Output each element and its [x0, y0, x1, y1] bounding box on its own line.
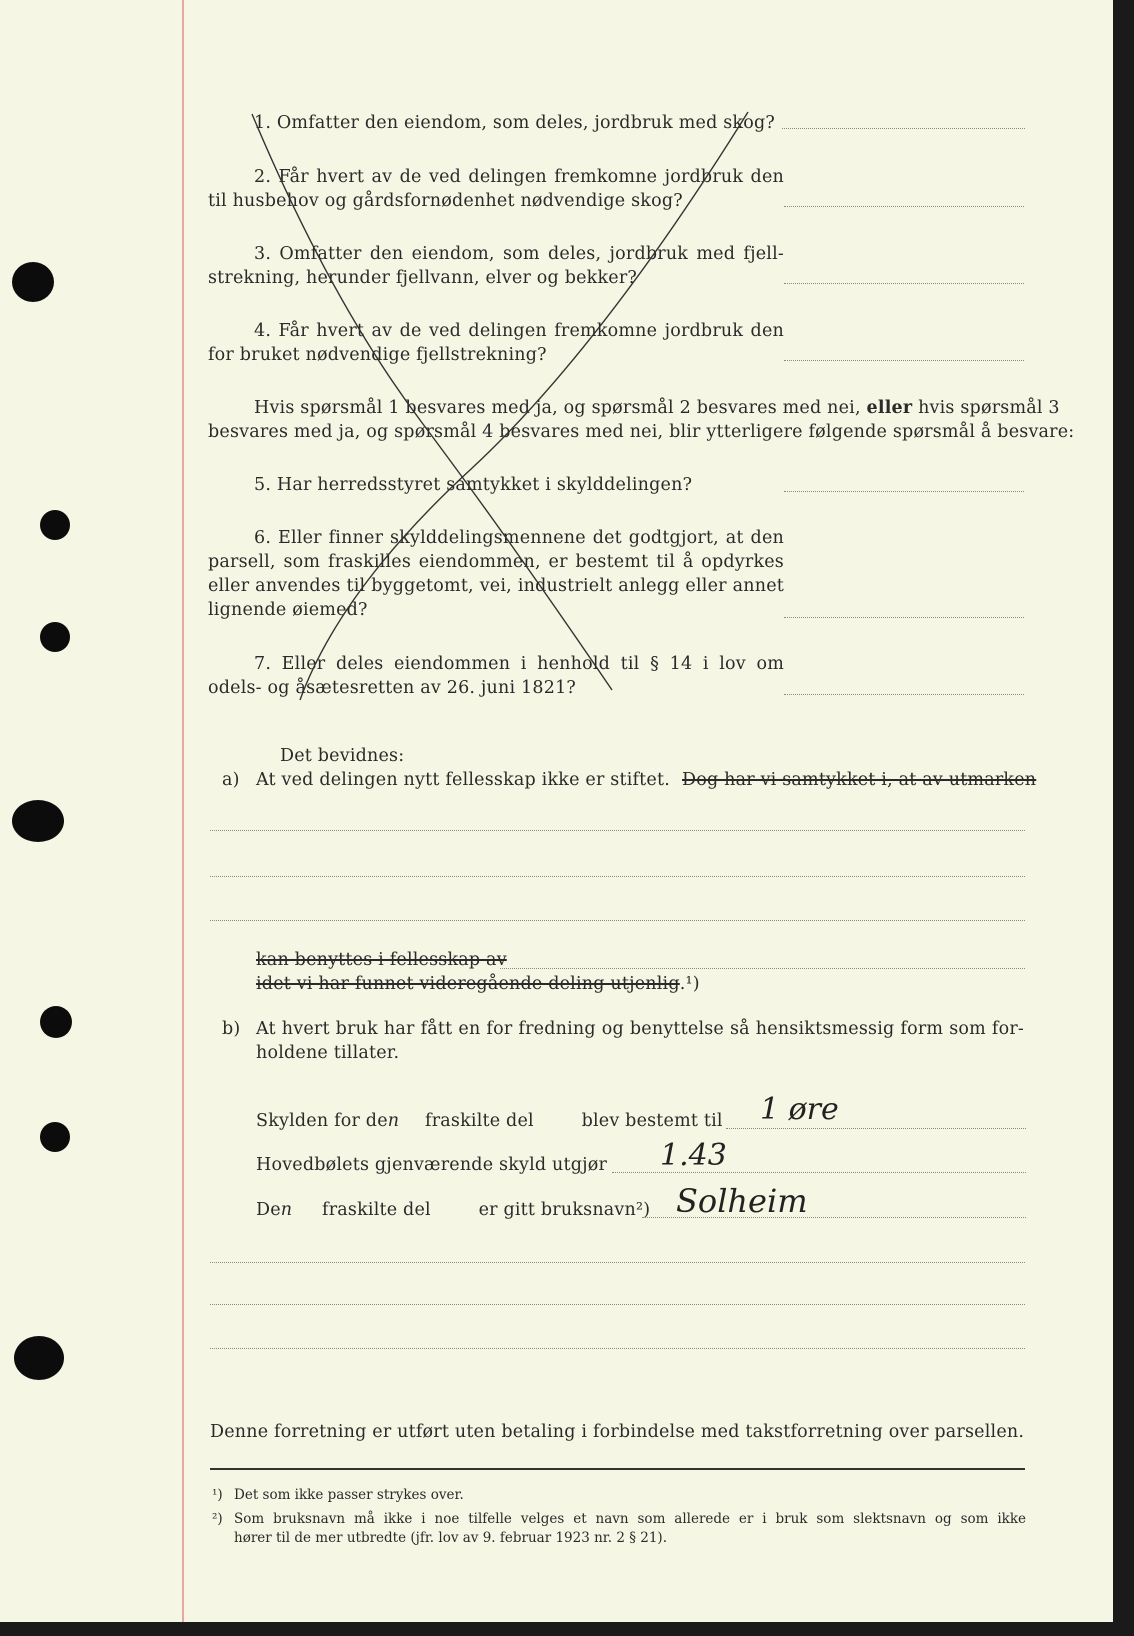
condition-text-a: Hvis spørsmål 1 besvares med ja, og spørsmål 2 besvares med nei,	[254, 398, 861, 418]
question-2-line-1: 2. Får hvert av de ved delingen fremkomne jordbruk den	[254, 167, 784, 187]
closing-statement: Denne forretning er utført uten betaling i forbindelse med takstforretning over parsellen.	[210, 1422, 1025, 1442]
condition-line-1	[254, 398, 1060, 418]
question-1: 1. Omfatter den eiendom, som deles, jordbruk med skog?	[254, 113, 775, 133]
answer-line-2	[784, 206, 1024, 207]
hovedbol-value-handwritten: 1.43	[660, 1138, 727, 1173]
punch-hole-5	[40, 1006, 72, 1038]
blank-line-3	[210, 920, 1025, 921]
question-5: 5. Har herredsstyret samtykket i skylddelingen?	[254, 475, 693, 495]
skyld-value-handwritten: 1 øre	[760, 1092, 839, 1127]
blank-line-6	[210, 1304, 1025, 1305]
struck-line-2-text: idet vi har funnet videregående deling utjenlig	[256, 974, 680, 994]
answer-line-1	[782, 128, 1025, 129]
skyld-label-c: blev bestemt til	[581, 1111, 723, 1131]
question-3-line-2: strekning, herunder fjellvann, elver og bekker?	[208, 268, 637, 288]
blank-line-2	[210, 876, 1025, 877]
footnote-1: Det som ikke passer strykes over.	[234, 1487, 464, 1503]
question-6-line-4: lignende øiemed?	[208, 600, 368, 620]
punch-hole-6	[40, 1122, 70, 1152]
skyld-line	[726, 1128, 1026, 1129]
answer-line-7	[784, 694, 1024, 695]
footnote-1-mark: ¹)	[212, 1487, 223, 1503]
condition-line-2: besvares med ja, og spørsmål 4 besvares med nei, blir ytterligere følgende spørsmål å besvare:	[208, 422, 1075, 442]
punch-hole-1	[12, 262, 54, 302]
blank-line-4	[500, 968, 1025, 969]
blank-line-7	[210, 1348, 1025, 1349]
attestation-heading: Det bevidnes:	[280, 746, 405, 766]
question-4-line-2: for bruket nødvendige fjellstrekning?	[208, 345, 547, 365]
punch-hole-4	[12, 800, 64, 842]
footnote-2-line-2: hører til de mer utbredte (jfr. lov av 9. februar 1923 nr. 2 § 21).	[234, 1530, 667, 1546]
struck-line-2	[256, 974, 700, 994]
hovedbol-label: Hovedbølets gjenværende skyld utgjør	[256, 1155, 608, 1175]
footnote-2-mark: ²)	[212, 1511, 223, 1527]
question-2-line-2: til husbehov og gårdsfornødenhet nødvendige skog?	[208, 191, 683, 211]
item-b-label: b)	[222, 1019, 241, 1039]
blank-line-1	[210, 830, 1025, 831]
margin-rule	[182, 0, 184, 1622]
item-a-struck-text: Dog har vi samtykket i, at av utmarken	[682, 770, 1037, 790]
item-b-line-2: holdene tillater.	[256, 1043, 400, 1063]
answer-line-5	[784, 491, 1024, 492]
blank-line-5	[210, 1262, 1025, 1263]
item-b-line-1: At hvert bruk har fått en for fredning og benyttelse så hensiktsmessig form som for-	[256, 1019, 1024, 1039]
struck-line-2-tail: .¹)	[679, 974, 700, 994]
struck-line-1: kan benyttes i fellesskap av	[256, 950, 507, 970]
item-a-text: At ved delingen nytt fellesskap ikke er stiftet.	[256, 770, 670, 790]
question-7-line-1: 7. Eller deles eiendommen i henhold til § 14 i lov om	[254, 654, 784, 674]
footnote-2-line-1: Som bruksnavn må ikke i noe tilfelle velges et navn som allerede er i bruk som slektsnavn og som ikke	[234, 1511, 1026, 1527]
punch-hole-2	[40, 510, 70, 540]
skyld-label	[256, 1111, 723, 1131]
answer-line-4	[784, 360, 1024, 361]
bruksnavn-label-b: fraskilte del	[322, 1200, 431, 1220]
skyld-label-a: Skylden for de	[256, 1111, 388, 1131]
bruksnavn-label	[256, 1200, 650, 1220]
bruksnavn-label-a: De	[256, 1200, 281, 1220]
bruksnavn-value-handwritten: Solheim	[676, 1182, 808, 1220]
bruksnavn-label-c: er gitt bruksnavn²)	[478, 1200, 651, 1220]
punch-hole-7	[14, 1336, 64, 1380]
condition-text-c: hvis spørsmål 3	[918, 398, 1060, 418]
bruksnavn-label-handwritten: n	[280, 1200, 293, 1220]
question-6-line-2: parsell, som fraskilles eiendommen, er bestemt til å opdyrkes	[208, 552, 784, 572]
answer-line-6	[784, 617, 1024, 618]
footnote-rule	[210, 1468, 1025, 1470]
item-a-label: a)	[222, 770, 240, 790]
question-4-line-1: 4. Får hvert av de ved delingen fremkomne jordbruk den	[254, 321, 784, 341]
question-6-line-1: 6. Eller finner skylddelingsmennene det godtgjort, at den	[254, 528, 784, 548]
skyld-label-handwritten: n	[387, 1111, 400, 1131]
question-7-line-2: odels- og åsætesretten av 26. juni 1821?	[208, 678, 576, 698]
question-6-line-3: eller anvendes til byggetomt, vei, industrielt anlegg eller annet	[208, 576, 784, 596]
skyld-label-b: fraskilte del	[425, 1111, 534, 1131]
question-3-line-1: 3. Omfatter den eiendom, som deles, jordbruk med fjell-	[254, 244, 784, 264]
answer-line-3	[784, 283, 1024, 284]
condition-emphasis: eller	[866, 398, 913, 418]
punch-hole-3	[40, 622, 70, 652]
